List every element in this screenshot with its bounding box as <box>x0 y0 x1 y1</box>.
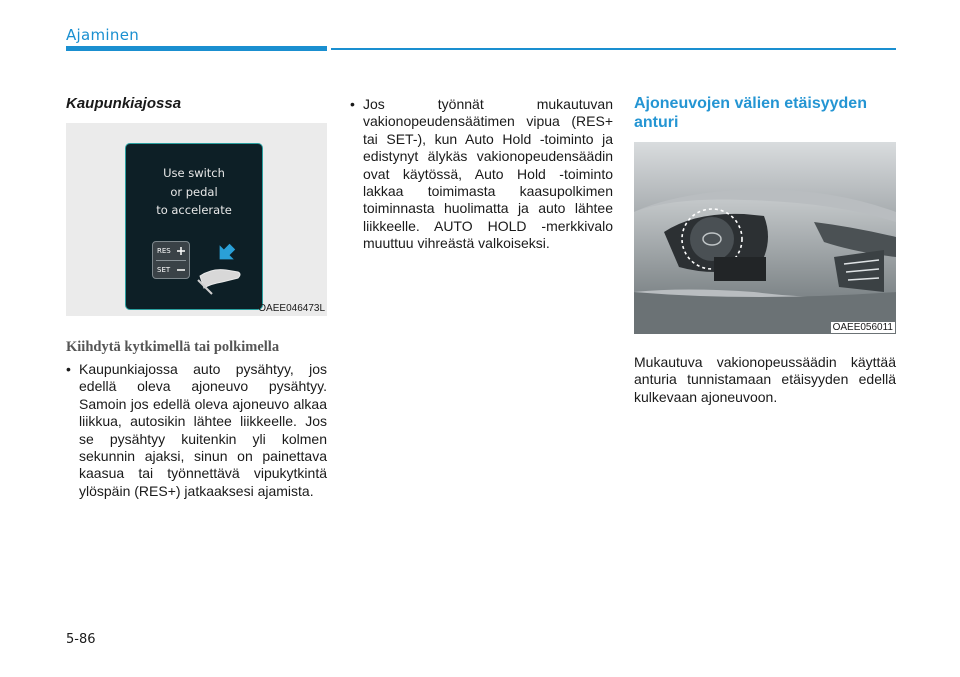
list-item: • Jos työnnät mukautuvan vakionopeudensäätimen vipua (RES+ tai SET-), kun Auto Hold -toiminto ja edistynyt älykäs vakionopeudensäädin ovat käytössä, Auto Hold -toiminto lakkaa toimimasta kaasupolkimen toiminnasta huolimatta ja auto lähtee liikkeelle. AUTO HOLD -merkkivalo muuttuu vihreästä valkoiseksi. <box>350 96 613 253</box>
page-number: 5-86 <box>66 632 96 647</box>
sensor-description: Mukautuva vakionopeussäädin käyttää anturia tunnistamaan etäisyyden edellä kulkevaan ajoneuvoon. <box>634 354 896 405</box>
res-label: RES <box>157 247 171 255</box>
set-label: SET <box>157 266 171 274</box>
bullet-list-middle <box>350 96 613 253</box>
res-set-switch-icon <box>152 241 190 279</box>
sensor-heading: Ajoneuvojen välien etäisyyden anturi <box>634 95 867 131</box>
section-heading: Kaupunkiajossa <box>66 95 182 112</box>
figure-accelerate-message <box>66 123 327 316</box>
display-message <box>126 164 262 220</box>
display-line-3: to accelerate <box>156 203 232 217</box>
list-item: • Kaupunkiajossa auto pysähtyy, jos edellä oleva ajoneuvo pysähtyy. Samoin jos edellä oleva ajoneuvo alkaa liikkua, autosikin lähtee liikkeelle. Jos se pysähtyy kuitenkin yli kolmen sekunnin ajaksi, sinun on painettava kaasua tai työnnettävä vipukytkintä ylöspäin (RES+) jatkaaksesi ajamista. <box>66 361 327 500</box>
figure-distance-sensor <box>634 142 896 334</box>
figure-caption: OAEE056011 <box>832 322 893 333</box>
section-title: Ajaminen <box>66 26 140 44</box>
foot-pedal-icon <box>192 236 262 306</box>
cluster-display <box>125 143 263 310</box>
figure-caption: OAEE046473L <box>258 303 325 314</box>
display-line-1: Use switch <box>163 166 225 180</box>
subheading: Kiihdytä kytkimellä tai polkimella <box>66 339 280 355</box>
bullet-list-left <box>66 361 327 500</box>
header-bar-thin <box>331 48 896 50</box>
header-bar-thick <box>66 46 327 51</box>
display-line-2: or pedal <box>170 184 218 199</box>
plus-minus-icon <box>153 242 191 280</box>
car-front-illustration <box>634 142 896 334</box>
